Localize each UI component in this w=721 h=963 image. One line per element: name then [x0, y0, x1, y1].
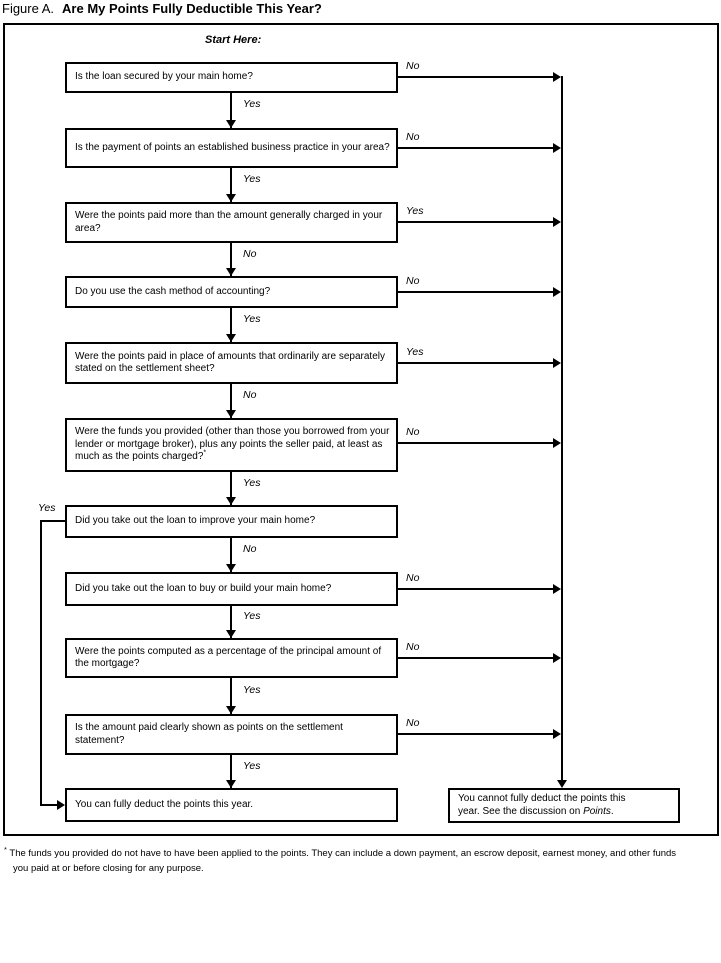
arrowhead-right-4-icon	[553, 287, 561, 297]
connector-right-2	[397, 147, 553, 149]
down-label-3: No	[243, 248, 257, 260]
question-box-4	[65, 276, 398, 308]
footnote-line-1: * The funds you provided do not have to have been applied to the points. They can include a down payment, an escrow deposit, earnest money, and other funds	[4, 845, 677, 860]
down-label-9: Yes	[243, 684, 261, 696]
question-text-5: Were the points paid in place of amounts that ordinarily are separately stated on the settlement sheet?	[75, 350, 385, 374]
right-label-4: No	[406, 275, 420, 287]
question-text-1: Is the loan secured by your main home?	[75, 71, 253, 83]
question-box-10	[65, 714, 398, 755]
connector-right-3	[397, 221, 553, 223]
arrowhead-collector-icon	[557, 780, 567, 788]
arrowhead-left-branch-icon	[57, 800, 65, 810]
right-label-5: Yes	[406, 346, 424, 358]
arrowhead-right-5-icon	[553, 358, 561, 368]
down-label-7: No	[243, 543, 257, 555]
connector-right-4	[397, 291, 553, 293]
connector-right-6	[397, 442, 553, 444]
connector-left-down	[40, 520, 42, 806]
arrowhead-down-9-icon	[226, 706, 236, 714]
down-label-10: Yes	[243, 760, 261, 772]
question-box-3	[65, 202, 398, 243]
result-text-cannot-deduct: You cannot fully deduct the points this year. See the discussion on Points.	[458, 793, 626, 817]
footnote-marker: *	[4, 845, 7, 854]
question-text-8: Did you take out the loan to buy or build your main home?	[75, 582, 332, 594]
footnote-reference-mark: *	[203, 449, 207, 457]
arrowhead-right-9-icon	[553, 653, 561, 663]
right-label-10: No	[406, 717, 420, 729]
arrowhead-down-4-icon	[226, 334, 236, 342]
right-label-6: No	[406, 426, 420, 438]
arrowhead-down-3-icon	[226, 268, 236, 276]
arrowhead-right-1-icon	[553, 72, 561, 82]
question-box-7	[65, 505, 398, 538]
connector-left-top	[40, 520, 65, 522]
arrowhead-right-2-icon	[553, 143, 561, 153]
question-text-6: Were the funds you provided (other than those you borrowed from your lender or mortgage broker), plus any points the seller paid, at least as much as the points charged?*	[75, 426, 390, 463]
arrowhead-right-10-icon	[553, 729, 561, 739]
question-box-1	[65, 62, 398, 93]
right-label-8: No	[406, 572, 420, 584]
arrowhead-right-6-icon	[553, 438, 561, 448]
connector-right-10	[397, 733, 553, 735]
result-text-can-deduct: You can fully deduct the points this year.	[75, 798, 254, 810]
question-box-6	[65, 418, 398, 472]
points-reference-italic: Points	[583, 805, 611, 817]
right-label-1: No	[406, 60, 420, 72]
question-box-9	[65, 638, 398, 678]
figure-label: Figure A.	[2, 1, 55, 16]
arrowhead-right-8-icon	[553, 584, 561, 594]
arrowhead-down-2-icon	[226, 194, 236, 202]
right-label-3: Yes	[406, 205, 424, 217]
connector-left-bottom	[40, 804, 57, 806]
question-text-2: Is the payment of points an established business practice in your area?	[75, 141, 390, 153]
arrowhead-down-6-icon	[226, 497, 236, 505]
connector-right-8	[397, 588, 553, 590]
down-label-6: Yes	[243, 477, 261, 489]
result-box-cannot-deduct	[448, 788, 680, 823]
connector-right-1	[397, 76, 553, 78]
question-text-7: Did you take out the loan to improve your main home?	[75, 515, 316, 527]
start-here-label: Start Here:	[205, 34, 262, 46]
down-label-1: Yes	[243, 98, 261, 110]
arrowhead-down-10-icon	[226, 780, 236, 788]
question-box-5	[65, 342, 398, 384]
figure-title-text: Are My Points Fully Deductible This Year?	[62, 1, 322, 16]
question-text-9: Were the points computed as a percentage of the principal amount of the mortgage?	[75, 645, 382, 669]
down-label-8: Yes	[243, 610, 261, 622]
right-label-9: No	[406, 641, 420, 653]
connector-right-9	[397, 657, 553, 659]
figure-title	[2, 1, 322, 16]
arrowhead-down-1-icon	[226, 120, 236, 128]
question-box-2	[65, 128, 398, 168]
down-label-5: No	[243, 389, 257, 401]
arrowhead-down-5-icon	[226, 410, 236, 418]
right-label-2: No	[406, 131, 420, 143]
down-label-4: Yes	[243, 313, 261, 325]
footnote	[4, 842, 676, 876]
arrowhead-down-8-icon	[226, 630, 236, 638]
question-text-4: Do you use the cash method of accounting?	[75, 285, 271, 297]
question-text-10: Is the amount paid clearly shown as points on the settlement statement?	[75, 722, 343, 746]
left-label-7: Yes	[38, 502, 56, 514]
footnote-line-2: you paid at or before closing for any purpose.	[13, 863, 204, 875]
arrowhead-right-3-icon	[553, 217, 561, 227]
connector-collector-down	[561, 76, 563, 780]
question-text-3: Were the points paid more than the amount generally charged in your area?	[75, 210, 383, 234]
question-box-8	[65, 572, 398, 606]
arrowhead-down-7-icon	[226, 564, 236, 572]
result-box-can-deduct	[65, 788, 398, 822]
down-label-2: Yes	[243, 173, 261, 185]
connector-right-5	[397, 362, 553, 364]
